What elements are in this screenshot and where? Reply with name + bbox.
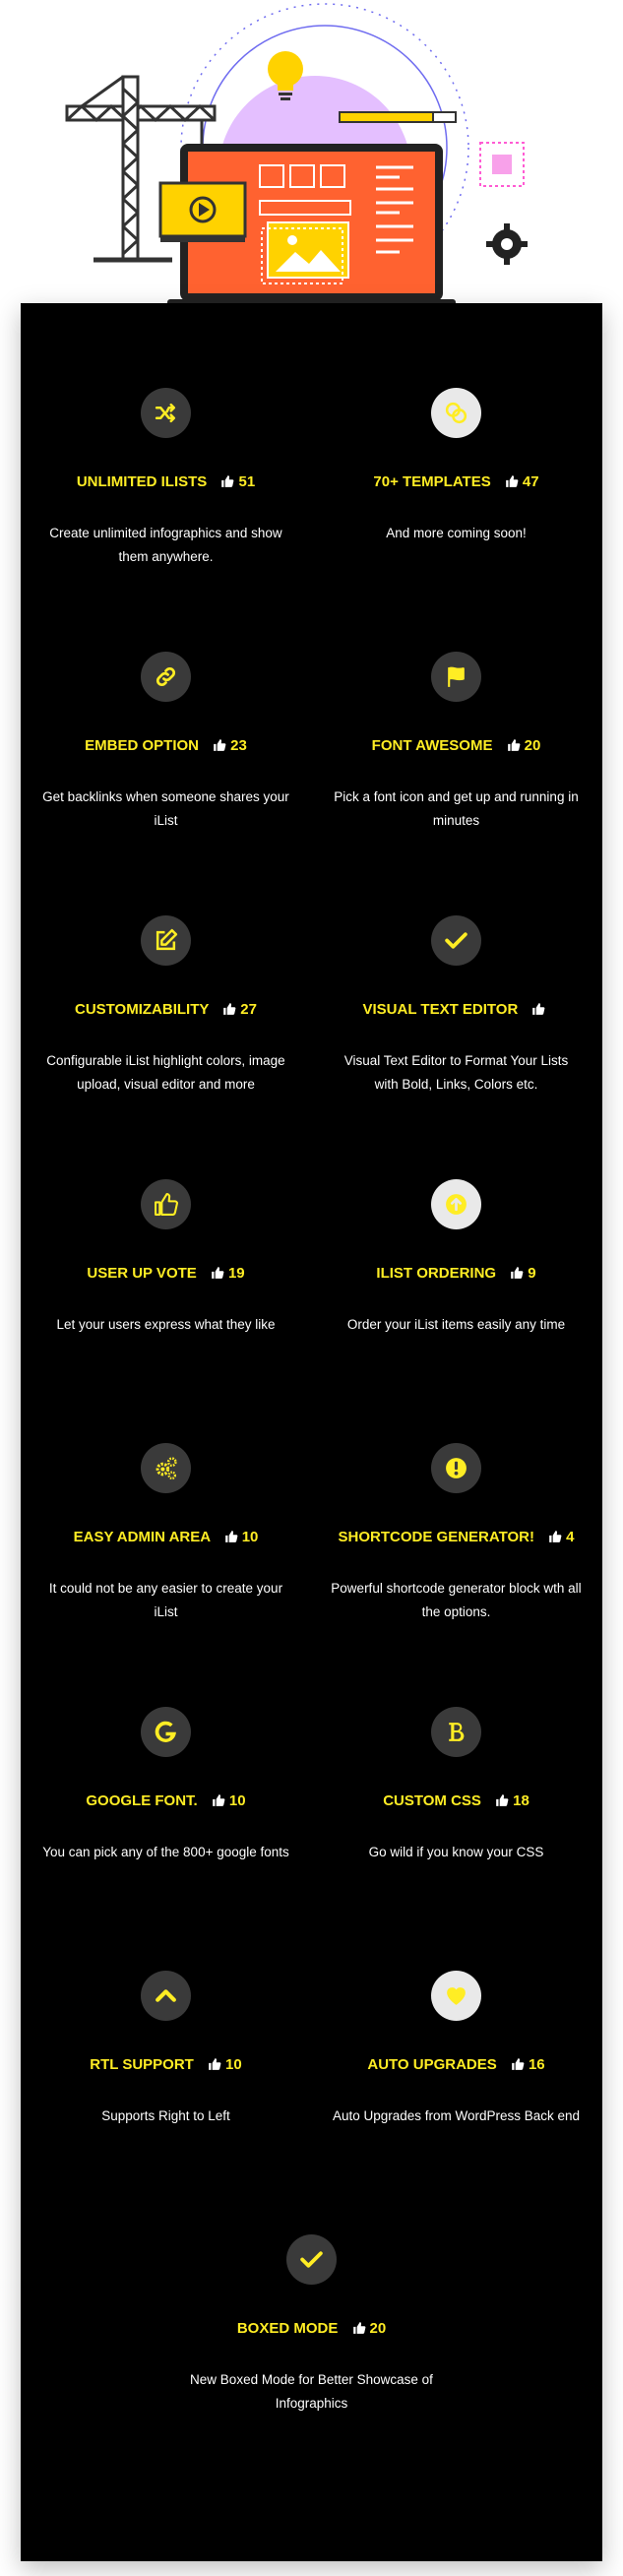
thumbs-up-icon bbox=[495, 1793, 509, 1807]
feature-description: New Boxed Mode for Better Showcase of Infographics bbox=[190, 2372, 433, 2411]
feature-description: Create unlimited infographics and show them anywhere. bbox=[49, 526, 282, 564]
check-icon bbox=[431, 915, 481, 966]
feature-title: ILIST ORDERING bbox=[376, 1265, 497, 1282]
gear-icon bbox=[486, 223, 528, 265]
feature-title-row bbox=[311, 1527, 601, 1548]
feature-title: AUTO UPGRADES bbox=[367, 2056, 497, 2073]
vote-count: 10 bbox=[225, 2056, 242, 2073]
thumbs-up-icon bbox=[213, 738, 226, 752]
vote-count: 27 bbox=[240, 1001, 257, 1018]
feature-description: And more coming soon! bbox=[386, 526, 527, 540]
upvote-button[interactable] bbox=[208, 2054, 242, 2076]
thumbs-up-icon bbox=[352, 2321, 366, 2335]
feature-ilist-ordering bbox=[311, 1095, 601, 1331]
feature-title: RTL SUPPORT bbox=[90, 2056, 194, 2073]
feature-title: EMBED OPTION bbox=[85, 737, 199, 754]
feature-title-row bbox=[21, 2054, 311, 2076]
vote-count: 23 bbox=[230, 737, 247, 754]
chevron-up-icon bbox=[141, 1971, 191, 2021]
feature-description: Go wild if you know your CSS bbox=[368, 1845, 544, 1859]
vote-count: 47 bbox=[522, 473, 539, 490]
thumbs-up-icon bbox=[211, 1266, 224, 1280]
edit-icon bbox=[141, 915, 191, 966]
feature-title-row bbox=[21, 1791, 311, 1812]
upvote-button[interactable] bbox=[224, 1527, 259, 1548]
feature-description: Powerful shortcode generator block wth all the options. bbox=[331, 1581, 582, 1619]
upvote-button[interactable] bbox=[352, 2318, 387, 2340]
feature-description: Auto Upgrades from WordPress Back end bbox=[332, 2108, 581, 2123]
vote-count: 19 bbox=[227, 1265, 245, 1282]
feature-title-row bbox=[21, 735, 311, 757]
link-icon bbox=[141, 652, 191, 702]
feature-description: Let your users express what they like bbox=[56, 1317, 276, 1332]
upvote-button[interactable] bbox=[211, 1263, 245, 1285]
feature-title: USER UP VOTE bbox=[87, 1265, 197, 1282]
feature-title-row bbox=[21, 1527, 311, 1548]
feature-title-row bbox=[311, 735, 601, 757]
hero-illustration bbox=[0, 0, 623, 315]
pink-frame-decor bbox=[480, 143, 524, 186]
feature-title: VISUAL TEXT EDITOR bbox=[362, 1001, 519, 1018]
feature-boxed-mode bbox=[166, 2150, 457, 2411]
cogs-icon bbox=[141, 1443, 191, 1493]
upvote-button[interactable] bbox=[220, 471, 255, 493]
feature-title: FONT AWESOME bbox=[371, 737, 493, 754]
upvote-button[interactable] bbox=[213, 735, 247, 757]
thumbs-up-icon bbox=[141, 1179, 191, 1229]
feature-title: CUSTOM CSS bbox=[383, 1792, 481, 1809]
vote-count: 10 bbox=[241, 1529, 259, 1545]
vote-count: 20 bbox=[369, 2320, 387, 2337]
upvote-button[interactable] bbox=[510, 1263, 535, 1285]
shuffle-icon bbox=[141, 388, 191, 438]
check-icon bbox=[286, 2234, 337, 2285]
feature-description: Get backlinks when someone shares your iList bbox=[42, 789, 289, 828]
vote-count: 51 bbox=[238, 473, 256, 490]
upvote-button[interactable] bbox=[548, 1527, 574, 1548]
feature-shortcode-generator bbox=[311, 1358, 601, 1619]
feature-auto-upgrades bbox=[311, 1886, 601, 2122]
heart-icon bbox=[431, 1971, 481, 2021]
upvote-button[interactable] bbox=[507, 735, 541, 757]
bold-icon bbox=[431, 1707, 481, 1757]
feature-visual-text-editor bbox=[311, 831, 601, 1092]
feature-customizability bbox=[21, 831, 311, 1092]
feature-description: Visual Text Editor to Format Your Lists with Bold, Links, Colors etc. bbox=[343, 1053, 569, 1092]
thumbs-up-icon bbox=[531, 1002, 545, 1016]
feature-title-row bbox=[311, 471, 601, 493]
thumbs-up-icon bbox=[548, 1530, 562, 1543]
feature-title-row bbox=[166, 2318, 457, 2340]
feature-title: GOOGLE FONT. bbox=[86, 1792, 198, 1809]
exclamation-icon bbox=[431, 1443, 481, 1493]
feature-description: It could not be any easier to create your iList bbox=[48, 1581, 283, 1619]
feature-title-row bbox=[21, 999, 311, 1021]
vote-count: 9 bbox=[528, 1265, 536, 1282]
vote-count: 18 bbox=[513, 1792, 530, 1809]
feature-google-font bbox=[21, 1622, 311, 1858]
templates-icon bbox=[431, 388, 481, 438]
feature-user-up-vote bbox=[21, 1095, 311, 1331]
feature-title: SHORTCODE GENERATOR! bbox=[338, 1529, 534, 1545]
feature-title-row bbox=[21, 1263, 311, 1285]
vote-count: 10 bbox=[228, 1792, 246, 1809]
upvote-button[interactable] bbox=[495, 1791, 530, 1812]
upvote-button[interactable] bbox=[511, 2054, 545, 2076]
feature-title: UNLIMITED ILISTS bbox=[76, 473, 208, 490]
feature-description: Configurable iList highlight colors, image upload, visual editor and more bbox=[46, 1053, 285, 1092]
video-card-illustration bbox=[160, 183, 245, 242]
feature-title: BOXED MODE bbox=[236, 2320, 339, 2337]
thumbs-up-icon bbox=[511, 2057, 525, 2071]
thumbs-up-icon bbox=[507, 738, 521, 752]
feature-font-awesome bbox=[311, 567, 601, 828]
progress-bar-decor bbox=[340, 112, 456, 122]
thumbs-up-icon bbox=[510, 1266, 524, 1280]
feature-title-row bbox=[21, 471, 311, 493]
thumbs-up-icon bbox=[505, 474, 519, 488]
flag-icon bbox=[431, 652, 481, 702]
feature-custom-css bbox=[311, 1622, 601, 1858]
vote-count: 16 bbox=[528, 2056, 545, 2073]
thumbs-up-icon bbox=[208, 2057, 221, 2071]
upvote-button[interactable] bbox=[531, 999, 549, 1021]
feature-description: Order your iList items easily any time bbox=[346, 1317, 566, 1332]
feature-title-row bbox=[311, 1263, 601, 1285]
feature-title-row bbox=[311, 2054, 601, 2076]
feature-description: Pick a font icon and get up and running in minutes bbox=[334, 789, 579, 828]
feature-title-row bbox=[311, 1791, 601, 1812]
feature-description: You can pick any of the 800+ google fonts bbox=[42, 1845, 289, 1859]
feature-description: Supports Right to Left bbox=[101, 2108, 230, 2123]
feature-unlimited-ilists bbox=[21, 303, 311, 564]
feature-title-row bbox=[311, 999, 601, 1021]
feature-title: EASY ADMIN AREA bbox=[73, 1529, 211, 1545]
thumbs-up-icon bbox=[220, 474, 234, 488]
feature-embed-option bbox=[21, 567, 311, 828]
vote-count: 4 bbox=[566, 1529, 575, 1545]
feature-rtl-support bbox=[21, 1886, 311, 2122]
feature-title: CUSTOMIZABILITY bbox=[75, 1001, 210, 1018]
upvote-button[interactable] bbox=[212, 1791, 246, 1812]
feature-templates bbox=[311, 303, 601, 539]
features-panel bbox=[21, 303, 602, 2561]
feature-easy-admin-area bbox=[21, 1358, 311, 1619]
upvote-button[interactable] bbox=[505, 471, 539, 493]
feature-title: 70+ TEMPLATES bbox=[373, 473, 491, 490]
vote-count: 20 bbox=[524, 737, 541, 754]
thumbs-up-icon bbox=[222, 1002, 236, 1016]
upvote-button[interactable] bbox=[222, 999, 257, 1021]
arrow-up-circle-icon bbox=[431, 1179, 481, 1229]
thumbs-up-icon bbox=[212, 1793, 225, 1807]
google-icon bbox=[141, 1707, 191, 1757]
thumbs-up-icon bbox=[224, 1530, 238, 1543]
